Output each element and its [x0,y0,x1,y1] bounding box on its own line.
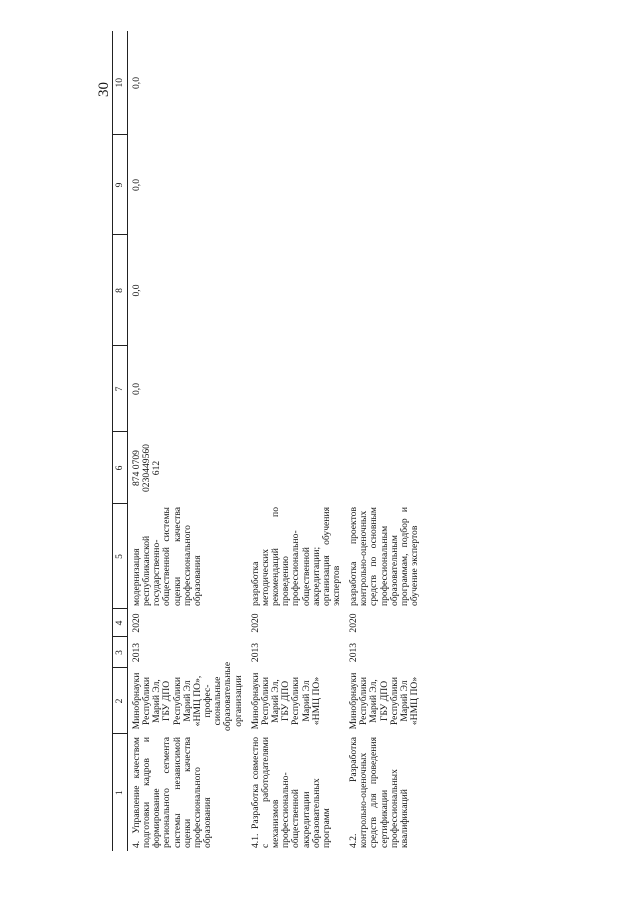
header-cell: 5 [113,504,128,609]
header-cell: 3 [113,637,128,668]
start-year-cell: 2013 [348,642,360,663]
value-cell-7: 0,0 [131,383,142,395]
header-cell: 6 [113,432,128,504]
end-year-cell: 2020 [249,613,261,633]
executor-cell: Минобрнауки Республики Марий Эл, ГБУ ДПО Республики Марий Эл «НМЦ ПО» [249,672,322,730]
header-cell: 7 [113,346,128,432]
activity-cell: 4. Управление качеством подготовки кадров и формирование регионального сегмента системы независимой оценки качества профессионального образования [131,737,214,848]
end-year-cell: 2020 [348,613,360,633]
program-table [112,31,424,851]
header-cell: 10 [113,31,128,135]
start-year-cell: 2013 [131,642,142,663]
table-row [346,31,424,851]
value-cell-10 [248,31,346,135]
header-cell: 1 [113,734,128,851]
value-cell-8: 0,0 [131,284,142,297]
header-cell: 9 [113,135,128,235]
table-row [248,31,346,851]
value-cell-7 [346,346,424,432]
value-cell-9 [346,135,424,235]
activity-cell: 4.1. Разработка совместно с работодателями механизмов профессионально-общественной аккредитации образовательных программ [249,737,332,848]
page-number: 30 [96,82,112,97]
executor-cell: Минобрнауки Республики Марий Эл, ГБУ ДПО Республики Марий Эл «НМЦ ПО», профес-сиональные образовательные организации [131,661,244,731]
value-cell-8 [346,235,424,346]
table-header-row [113,31,128,851]
result-cell: разработка проектов контрольно-оценочных средств по основным профессиональным образовательным программам, подбор и обучение экспертов [348,507,421,606]
result-cell: модернизация республиканской государственно-общественной системы оценки качества профессионального образования [131,507,203,606]
budget-code-cell: 874 0709 0230449560 612 [131,444,163,492]
value-cell-9: 0,0 [131,179,142,191]
header-cell: 4 [113,609,128,637]
end-year-cell: 2020 [131,613,142,633]
value-cell-8 [248,235,346,346]
value-cell-10: 0,0 [131,77,142,89]
start-year-cell: 2013 [249,642,261,663]
result-cell: разработка методических рекомендаций по проведению профессионально-общественной аккредитации; организация обучения экспертов [249,507,342,606]
value-cell-10 [346,31,424,135]
value-cell-9 [248,135,346,235]
header-cell: 8 [113,235,128,346]
value-cell-7 [248,346,346,432]
budget-code-cell [248,432,346,504]
table-row [128,31,248,851]
header-cell: 2 [113,668,128,734]
activity-cell: 4.2. Разработка контрольно-оценочных средств для проведения сертификации профессиональных квалификаций [348,737,410,848]
executor-cell: Минобрнауки Республики Марий Эл, ГБУ ДПО Республики Марий Эл «НМЦ ПО» [348,672,421,730]
budget-code-cell [346,432,424,504]
